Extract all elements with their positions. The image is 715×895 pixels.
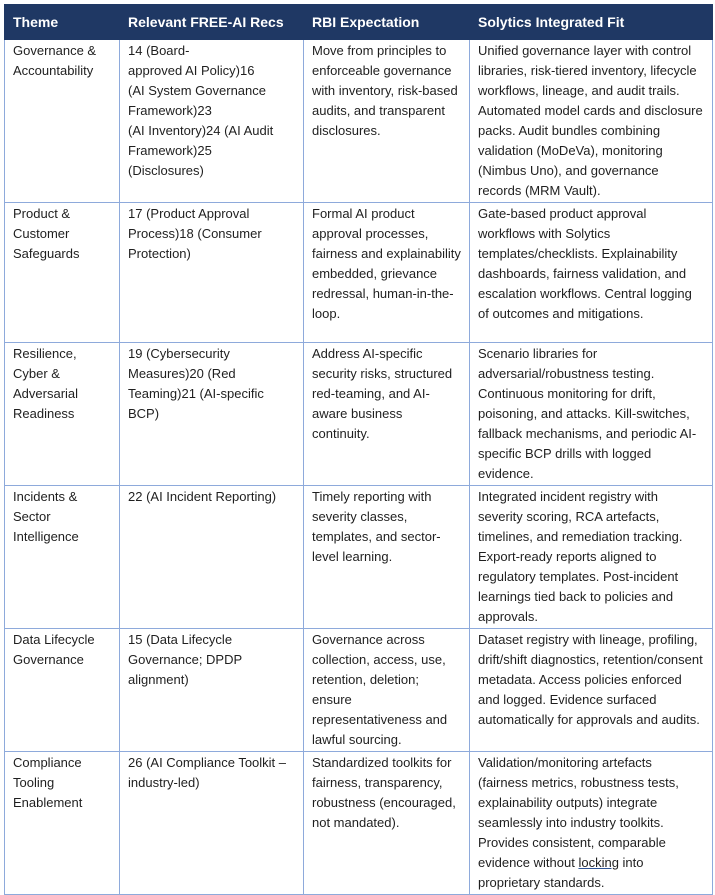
cell-recs: 19 (Cybersecurity Measures)20 (Red Teaming)21 (AI-specific BCP)	[120, 343, 304, 486]
cell-recs: 14 (Board- approved AI Policy)16 (AI System Governance Framework)23 (AI Inventory)24 (AI Audit Framework)25 (Disclosures)	[120, 40, 304, 203]
cell-recs: 15 (Data Lifecycle Governance; DPDP alignment)	[120, 629, 304, 752]
table-row-product	[5, 203, 713, 343]
cell-fit	[470, 752, 713, 895]
fit-text-underlined: locking	[578, 855, 619, 870]
cell-fit: Unified governance layer with control libraries, risk-tiered inventory, lifecycle workflows, lineage, and audit trails. Automated model cards and disclosure packs. Audit bundles combining validation (MoDeVa), monitoring (Nimbus Uno), and governance records (MRM Vault).	[470, 40, 713, 203]
cell-rbi: Address AI-specific security risks, structured red-teaming, and AI-aware business continuity.	[304, 343, 470, 486]
table-row-compliance	[5, 752, 713, 895]
cell-fit: Gate-based product approval workflows with Solytics templates/checklists. Explainability dashboards, fairness validation, and escalation workflows. Central logging of outcomes and mitigations.	[470, 203, 713, 343]
cell-fit: Integrated incident registry with severity scoring, RCA artefacts, timelines, and remediation tracking. Export-ready reports aligned to regulatory templates. Post-incident learnings tied back to policies and approvals.	[470, 486, 713, 629]
free-ai-mapping-table	[4, 4, 713, 895]
cell-theme: Product & Customer Safeguards	[5, 203, 120, 343]
cell-rbi: Move from principles to enforceable governance with inventory, risk-based audits, and transparent disclosures.	[304, 40, 470, 203]
cell-recs: 26 (AI Compliance Toolkit – industry-led)	[120, 752, 304, 895]
cell-recs: 17 (Product Approval Process)18 (Consumer Protection)	[120, 203, 304, 343]
cell-theme: Data Lifecycle Governance	[5, 629, 120, 752]
cell-rbi: Governance across collection, access, use, retention, deletion; ensure representativeness and lawful sourcing.	[304, 629, 470, 752]
table-row-incidents	[5, 486, 713, 629]
cell-theme: Governance & Accountability	[5, 40, 120, 203]
cell-theme: Resilience, Cyber & Adversarial Readiness	[5, 343, 120, 486]
cell-fit: Dataset registry with lineage, profiling, drift/shift diagnostics, retention/consent metadata. Access policies enforced and logged. Evidence surfaced automatically for approvals and audits.	[470, 629, 713, 752]
cell-rbi: Formal AI product approval processes, fairness and explainability embedded, grievance redressal, human-in-the-loop.	[304, 203, 470, 343]
table-header	[5, 5, 713, 40]
header-recs: Relevant FREE-AI Recs	[120, 5, 304, 40]
fit-text-part-c: into proprietary standards.	[478, 855, 644, 890]
header-row	[5, 5, 713, 40]
header-rbi: RBI Expectation	[304, 5, 470, 40]
cell-theme: Compliance Tooling Enablement	[5, 752, 120, 895]
table-row-governance	[5, 40, 713, 203]
table-row-resilience	[5, 343, 713, 486]
cell-recs: 22 (AI Incident Reporting)	[120, 486, 304, 629]
header-theme: Theme	[5, 5, 120, 40]
theme-table-container	[4, 4, 712, 895]
cell-fit: Scenario libraries for adversarial/robustness testing. Continuous monitoring for drift, poisoning, and attacks. Kill-switches, fallback mechanisms, and periodic AI-specific BCP drills with logged evidence.	[470, 343, 713, 486]
header-fit: Solytics Integrated Fit	[470, 5, 713, 40]
fit-text-part-a: Validation/monitoring artefacts (fairness metrics, robustness tests, explainability outputs) integrate seamlessly into industry toolkits. Provides consistent, comparable evidence without	[478, 755, 679, 870]
cell-rbi: Timely reporting with severity classes, templates, and sector-level learning.	[304, 486, 470, 629]
table-row-data-lifecycle	[5, 629, 713, 752]
cell-theme: Incidents & Sector Intelligence	[5, 486, 120, 629]
cell-rbi: Standardized toolkits for fairness, transparency, robustness (encouraged, not mandated).	[304, 752, 470, 895]
table-body	[5, 40, 713, 895]
